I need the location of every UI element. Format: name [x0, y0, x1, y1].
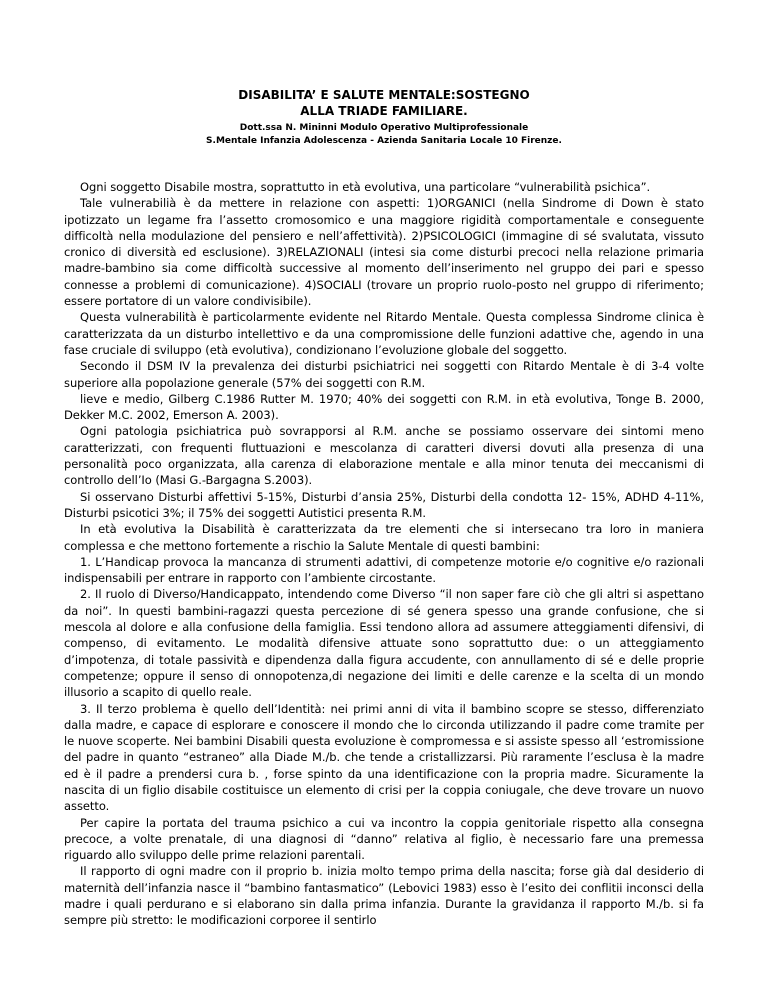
paragraph: 3. Il terzo problema è quello dell’Identità: nei primi anni di vita il bambino scopre se stesso, differenziato dalla madre, e capace di esplorare e conoscere il mondo che lo circonda utilizzando il padre come tramite per le nuove scoperte. Nei bambini Disabili questa evoluzione è compromessa e si assiste spesso all ‘estromissione del padre in quanto “estraneo” alla Diade M./b. che tende a cristallizzarsi. Più raramente l’esclusa è la madre ed è il padre a prendersi cura b. , forse spinto da una identificazione con la propria madre. Sicuramente la nascita di un figlio disabile costituisce un elemento di crisi per la coppia coniugale, che deve trovare un nuovo assetto. — [64, 701, 704, 814]
author-line-2: S.Mentale Infanzia Adolescenza - Azienda Sanitaria Locale 10 Firenze. — [206, 136, 562, 146]
document-page — [64, 87, 704, 929]
author-line-1: Dott.ssa N. Mininni Modulo Operativo Multiprofessionale — [239, 123, 529, 133]
document-body — [64, 179, 704, 929]
document-title — [64, 87, 704, 119]
paragraph: Ogni patologia psichiatrica può sovrapporsi al R.M. anche se possiamo osservare dei sintomi meno caratterizzati, con frequenti fluttuazioni e mescolanza di caratteri diversi dovuti alla presenza di una personalità poco organizzata, alla carenza di elaborazione mentale e alla minor tenuta dei meccanismi di controllo dell’Io (Masi G.-Bargagna S.2003). — [64, 424, 704, 488]
title-line-2: ALLA TRIADE FAMILIARE. — [300, 104, 468, 118]
paragraph: 2. Il ruolo di Diverso/Handicappato, intendendo come Diverso “il non saper fare ciò che gli altri si aspettano da noi”. In questi bambini-ragazzi questa percezione di sé genera spesso una grande confusione, che si mescola al dolore e alla confusione della famiglia. Essi tendono allora ad assumere atteggiamenti difensivi, di compenso, di evitamento. Le modalità difensive attuate sono soprattutto due: o un atteggiamento d’impotenza, di totale passività e dipendenza dalla figura accudente, con annullamento di sé e delle proprie competenze; oppure il senso di onnopotenza,di negazione dei limiti e delle carenze e la scelta di un mondo illusorio a scapito di quello reale. — [64, 587, 704, 700]
paragraph: Tale vulnerabilià è da mettere in relazione con aspetti: 1)ORGANICI (nella Sindrome di Down è stato ipotizzato un legame fra l’assetto cromosomico e una maggiore rigidità comportamentale e conseguente difficoltà nella modulazione del pensiero e nell’affettività). 2)PSICOLOGICI (immagine di sé svalutata, vissuto cronico di diversità ed esclusione). 3)RELAZIONALI (intesi sia come disturbi precoci nella relazione primaria madre-bambino sia come difficoltà successive al momento dell’inserimento nel gruppo dei pari e spesso connesse a problemi di comunicazione). 4)SOCIALI (trovare un proprio ruolo-posto nel gruppo di riferimento; essere portatore di un valore condivisibile). — [64, 196, 704, 309]
paragraph: lieve e medio, Gilberg C.1986 Rutter M. 1970; 40% dei soggetti con R.M. in età evolutiva, Tonge B. 2000, Dekker M.C. 2002, Emerson A. 2003). — [64, 391, 704, 423]
paragraph: Questa vulnerabilità è particolarmente evidente nel Ritardo Mentale. Questa complessa Sindrome clinica è caratterizzata da un disturbo intellettivo e da una compromissione delle funzioni adattive che, agendo in una fase cruciale di sviluppo (età evolutiva), condizionano l’evoluzione globale del soggetto. — [64, 310, 704, 357]
paragraph: Ogni soggetto Disabile mostra, soprattutto in età evolutiva, una particolare “vulnerabilità psichica”. — [80, 180, 651, 194]
paragraph: In età evolutiva la Disabilità è caratterizzata da tre elementi che si intersecano tra loro in maniera complessa e che mettono fortemente a rischio la Salute Mentale di questi bambini: — [64, 522, 704, 553]
paragraph: Il rapporto di ogni madre con il proprio b. inizia molto tempo prima della nascita; forse già dal desiderio di maternità dell’infanzia nasce il “bambino fantasmatico” (Lebovici 1983) esso è l’esito dei conflitii inconsci della madre i quali perdurano e si elaborano sin dalla prima infanzia. Durante la gravidanza il rapporto M./b. si fa sempre più stretto: le modificazioni corporee il sentirlo — [64, 864, 704, 928]
author-block — [64, 122, 704, 148]
paragraph: Secondo il DSM IV la prevalenza dei disturbi psichiatrici nei soggetti con Ritardo Mentale è di 3-4 volte superiore alla popolazione generale (57% dei soggetti con R.M. — [64, 359, 704, 390]
paragraph: Si osservano Disturbi affettivi 5-15%, Disturbi d’ansia 25%, Disturbi della condotta 12- 15%, ADHD 4-11%, Disturbi psicotici 3%; il 75% dei soggetti Autistici presenta R.M. — [64, 489, 704, 520]
title-line-1: DISABILITA’ E SALUTE MENTALE:SOSTEGNO — [238, 88, 530, 102]
paragraph: Per capire la portata del trauma psichico a cui va incontro la coppia genitoriale rispetto alla consegna precoce, a volte prenatale, di una diagnosi di “danno” relativa al figlio, è necessario fare una premessa riguardo allo sviluppo delle prime relazioni parentali. — [64, 815, 704, 863]
paragraph: 1. L’Handicap provoca la mancanza di strumenti adattivi, di competenze motorie e/o cognitive e/o razionali indispensabili per entrare in rapporto con l’ambiente circostante. — [64, 554, 704, 586]
